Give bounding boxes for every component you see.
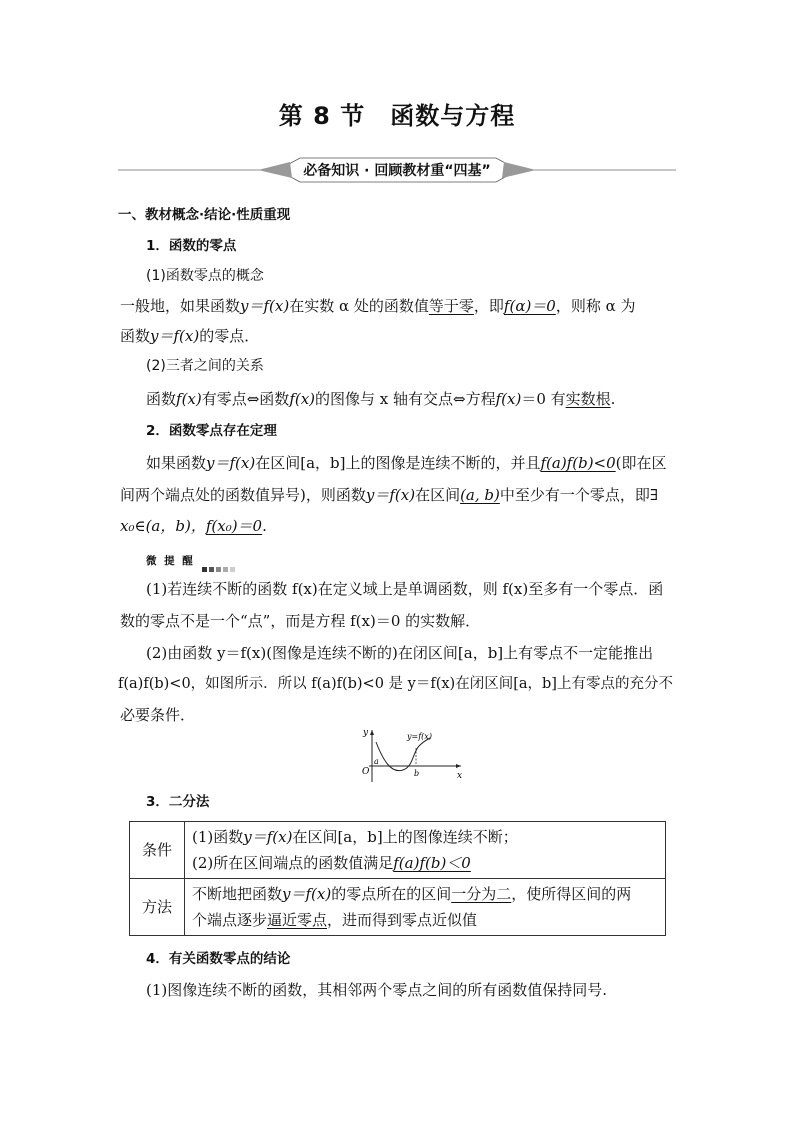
- tip-line1: (1)若连续不断的函数 f(x)在定义域上是单调函数，则 f(x)至多有一个零点．函: [146, 580, 664, 598]
- y-axis-arrow: [370, 730, 374, 735]
- item2-line2: 间两个端点处的函数值异号)，则函数y＝f(x)在区间(a, b)中至少有一个零点，即∃: [120, 486, 659, 504]
- item1-paragraph2: 函数f(x)有零点⇔函数f(x)的图像与 x 轴有交点⇔方程f(x)＝0 有实数根.: [146, 390, 616, 408]
- bisection-table: [129, 821, 666, 936]
- item4-line1: (1)图像连续不断的函数，其相邻两个零点之间的所有函数值保持同号.: [146, 981, 608, 999]
- table-row: [130, 879, 666, 936]
- origin-label: O: [362, 767, 370, 777]
- item1-paragraph1-cont: 函数y＝f(x)的零点．: [120, 327, 260, 345]
- section-heading: 一、教材概念·结论·性质重现: [118, 207, 291, 223]
- b-label: b: [414, 769, 420, 778]
- tip-line5: 必要条件．: [120, 706, 196, 724]
- function-graph: [357, 726, 467, 784]
- item1-heading: 1．函数的零点: [146, 238, 237, 254]
- table-row-content: (1)函数y＝f(x)在区间[a，b]上的图像连续不断； (2)所在区间端点的函数值满足f(a)f(b)＜0: [185, 822, 666, 879]
- x-axis-arrow: [456, 764, 461, 768]
- tip-label: 微 提 醒: [146, 555, 195, 567]
- table-row: [130, 822, 666, 879]
- curve-label: y=f(x): [407, 732, 432, 741]
- y-label: y: [363, 728, 369, 738]
- x-label: x: [457, 771, 463, 781]
- table-row-content: 不断地把函数y＝f(x)的零点所在的区间一分为二，使所得区间的两 个端点逐步逼近零点，进而得到零点近似值: [185, 879, 666, 936]
- item2-heading: 2．函数零点存在定理: [146, 423, 277, 439]
- item2-line1: 如果函数y＝f(x)在区间[a，b]上的图像是连续不断的，并且f(a)f(b)<0(即在区: [146, 454, 667, 472]
- table-row-head: 方法: [130, 879, 185, 936]
- tip-squares-icon: [202, 557, 237, 576]
- tip-line2: 数的零点不是一个“点”，而是方程 f(x)＝0 的实数解．: [120, 612, 481, 630]
- a-label: a: [374, 757, 379, 766]
- item4-heading: 4．有关函数零点的结论: [146, 951, 291, 967]
- item1-sub2: (2)三者之间的关系: [146, 358, 264, 374]
- banner-text: 必备知识 · 回顾教材重“四基”: [303, 163, 491, 179]
- item1-paragraph1: 一般地，如果函数y＝f(x)在实数 α 处的函数值等于零，即f(α)＝0，则称 α 为: [120, 297, 636, 315]
- item1-sub1: (1)函数零点的概念: [146, 268, 264, 284]
- tip-line4: f(a)f(b)<0，如图所示．所以 f(a)f(b)<0 是 y＝f(x)在闭区间[a，b]上有零点的充分不: [118, 676, 673, 692]
- item3-heading: 3．二分法: [146, 794, 210, 810]
- item2-line3: x₀∈(a，b)，f(x₀)＝0.: [120, 517, 267, 535]
- tip-line3: (2)由函数 y＝f(x)(图像是连续不断的)在闭区间[a，b]上有零点不一定能推出: [146, 644, 654, 662]
- table-row-head: 条件: [130, 822, 185, 879]
- page-title: 第 8 节 函数与方程: [278, 102, 516, 130]
